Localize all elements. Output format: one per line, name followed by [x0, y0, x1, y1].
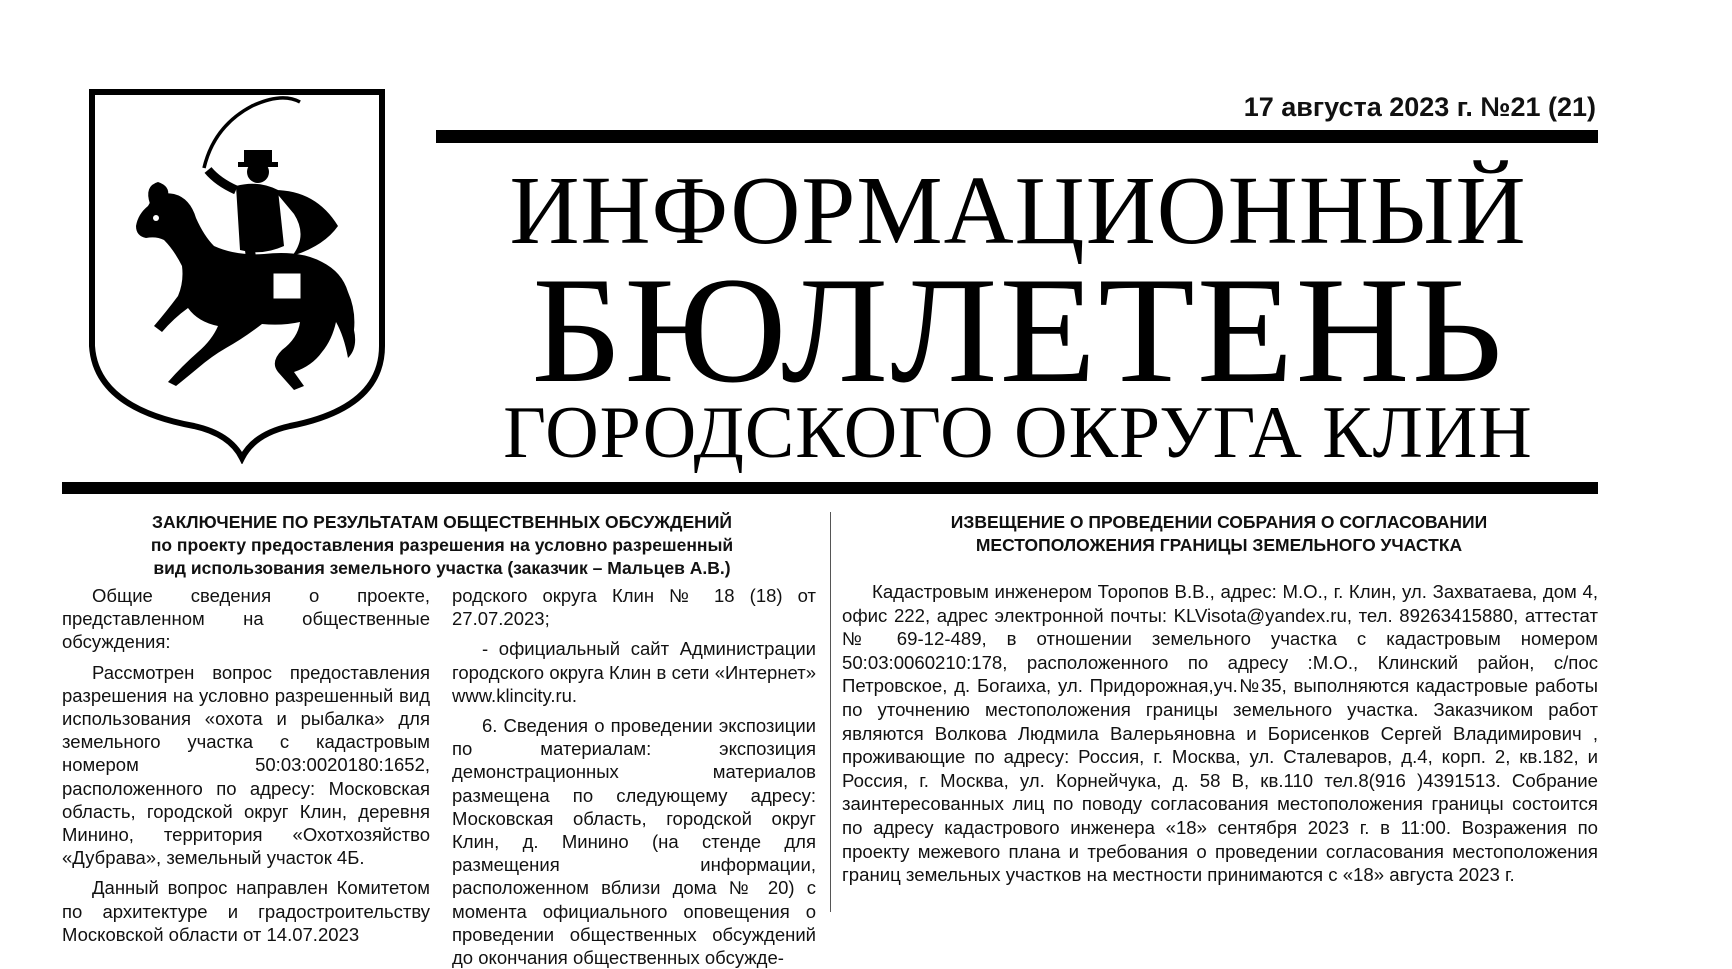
right-heading-line2: МЕСТОПОЛОЖЕНИЯ ГРАНИЦЫ ЗЕМЕЛЬНОГО УЧАСТКА [975, 535, 1463, 555]
paragraph: - официальный сайт Администрации городского округа Клин в сети «Интернет» www.klincity.ru. [452, 638, 816, 706]
paragraph: Общие сведения о проекте, представленном на общественные обсуждения: [62, 585, 430, 653]
left-heading-line3: вид использования земельного участка (заказчик – Мальцев А.В.) [153, 558, 731, 578]
masthead-bottom-rule [62, 482, 1598, 494]
paragraph: Рассмотрен вопрос предоставления разрешения на условно разрешенный вид использования «охота и рыбалка» для земельного участка с кадастровым номером 50:03:0020180:1652, расположенного по адресу: Московская область, городской округ Клин, деревня Минино, территория «Охотхозяйство «Дубрава», земельный участок 4Б. [62, 661, 430, 869]
paragraph: 6. Сведения о проведении экспозиции по материалам: экспозиция демонстрационных материалов размещена по следующему адресу: Московская область, городской округ Клин, д. Минино (на стенде для размещения информации, расположенном вблизи дома № 20) с момента официального оповещения о проведении общественных обсуждений до окончания общественных обсужде- [452, 715, 816, 969]
top-rule [436, 130, 1598, 143]
paragraph: Данный вопрос направлен Комитетом по архитектуре и градостроительству Московской области от 14.07.2023 [62, 877, 430, 945]
right-article-column [842, 580, 1598, 887]
left-article-column-2 [452, 584, 816, 969]
paragraph: родского округа Клин № 18 (18) от 27.07.2023; [452, 585, 816, 630]
left-heading-line1: ЗАКЛЮЧЕНИЕ ПО РЕЗУЛЬТАТАМ ОБЩЕСТВЕННЫХ ОБСУЖДЕНИЙ [152, 512, 732, 532]
right-heading-line1: ИЗВЕЩЕНИЕ О ПРОВЕДЕНИИ СОБРАНИЯ О СОГЛАСОВАНИИ [950, 512, 1488, 532]
masthead-title-line1: ИНФОРМАЦИОННЫЙ [509, 157, 1527, 264]
right-article-heading [840, 511, 1598, 557]
left-article-column-1 [62, 584, 430, 946]
left-article-heading [62, 511, 822, 580]
issue-date-number: 17 августа 2023 г. №21 (21) [1243, 92, 1596, 122]
paragraph: Кадастровым инженером Торопов В.В., адрес: М.О., г. Клин, ул. Захватаева, дом 4, офис 222, адрес электронной почты: KLVisota@yandex.ru, тел. 89263415880, аттестат № 69-12-489, в отношении земельного участка с кадастровым номером 50:03:0060210:178, расположенного по адресу :М.О., Клинский район, с/пос Петровское, д. Богаиха, ул. Придорожная,уч.№35, выполняются кадастровые работы по уточнению местоположения границы земельного участка. Заказчиком работ являются Волкова Людмила Валерьяновна и Борисенков Сергей Владимирович , проживающие по адресу: Россия, г. Москва, ул. Сталеваров, д.4, корп. 2, кв.182, и Россия, г. Москва, ул. Корнейчука, д. 58 В, кв.110 тел.8(916 )4391513. Собрание заинтересованных лиц по поводу согласования местоположения границы состоится по адресу кадастрового инженера «18» сентября 2023 г. в 11:00. Возражения по проекту межевого плана и требования о проведении согласования местоположения границ земельных участков на местности принимаются с «18» августа 2023 г. [842, 581, 1598, 886]
masthead-title-line3: ГОРОДСКОГО ОКРУГА КЛИН [503, 392, 1533, 474]
masthead-title-line2: БЮЛЛЕТЕНЬ [531, 246, 1505, 414]
coat-of-arms-icon [86, 86, 392, 464]
left-heading-line2: по проекту предоставления разрешения на условно разрешенный [150, 535, 734, 555]
column-divider [830, 512, 831, 912]
